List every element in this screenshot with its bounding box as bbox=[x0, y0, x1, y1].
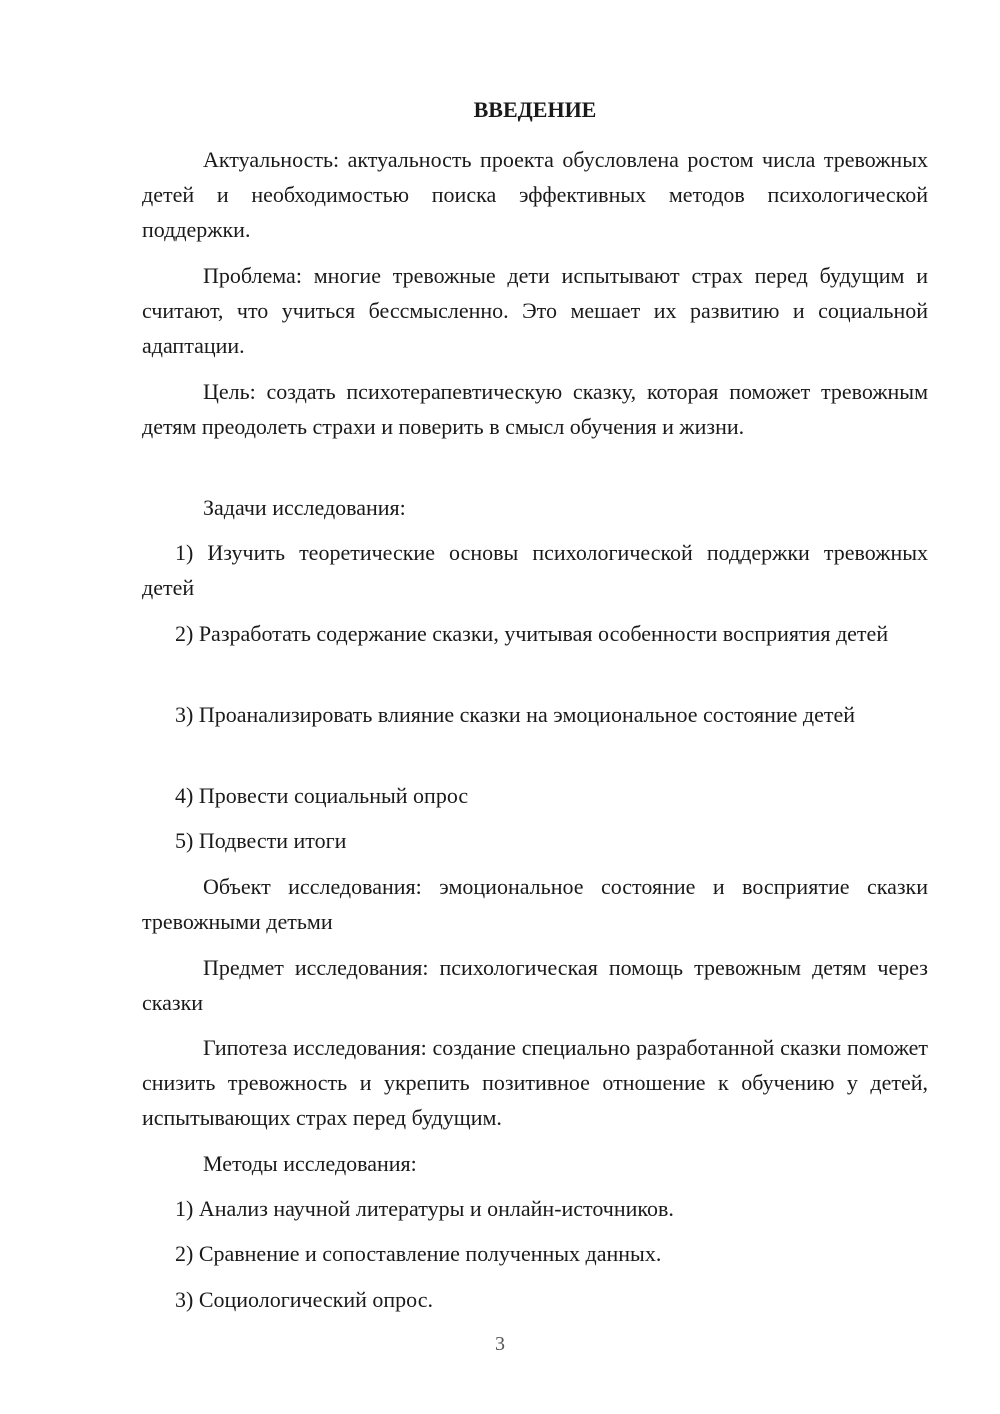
paragraph-problem: Проблема: многие тревожные дети испытывают страх перед будущим и считают, что учиться бессмысленно. Это мешает их развитию и социальной адаптации. bbox=[142, 263, 928, 358]
paragraph-object: Объект исследования: эмоциональное состояние и восприятие сказки тревожными детьми bbox=[142, 874, 928, 934]
section-title: ВВЕДЕНИЕ bbox=[473, 97, 597, 122]
task-item-2: 2) Разработать содержание сказки, учитывая особенности восприятия детей bbox=[175, 621, 889, 646]
paragraph-tasks-heading: Задачи исследования: bbox=[203, 495, 406, 520]
page-number: 3 bbox=[495, 1333, 505, 1355]
task-item-5: 5) Подвести итоги bbox=[175, 828, 347, 853]
method-item-2: 2) Сравнение и сопоставление полученных данных. bbox=[175, 1241, 662, 1266]
paragraph-relevance: Актуальность: актуальность проекта обусловлена ростом числа тревожных детей и необходимостью поиска эффективных методов психологической поддержки. bbox=[142, 147, 928, 242]
task-item-1: 1) Изучить теоретические основы психологической поддержки тревожных детей bbox=[142, 540, 928, 600]
paragraph-hypothesis: Гипотеза исследования: создание специально разработанной сказки поможет снизить тревожность и укрепить позитивное отношение к обучению у детей, испытывающих страх перед будущим. bbox=[142, 1035, 928, 1130]
method-item-1: 1) Анализ научной литературы и онлайн-источников. bbox=[175, 1196, 674, 1221]
paragraph-goal: Цель: создать психотерапевтическую сказку, которая поможет тревожным детям преодолеть страхи и поверить в смысл обучения и жизни. bbox=[142, 379, 928, 439]
task-item-3: 3) Проанализировать влияние сказки на эмоциональное состояние детей bbox=[175, 702, 856, 727]
paragraph-subject: Предмет исследования: психологическая помощь тревожным детям через сказки bbox=[142, 955, 928, 1015]
paragraph-methods-heading: Методы исследования: bbox=[203, 1151, 417, 1176]
method-item-3: 3) Социологический опрос. bbox=[175, 1287, 433, 1312]
task-item-4: 4) Провести социальный опрос bbox=[175, 783, 469, 808]
